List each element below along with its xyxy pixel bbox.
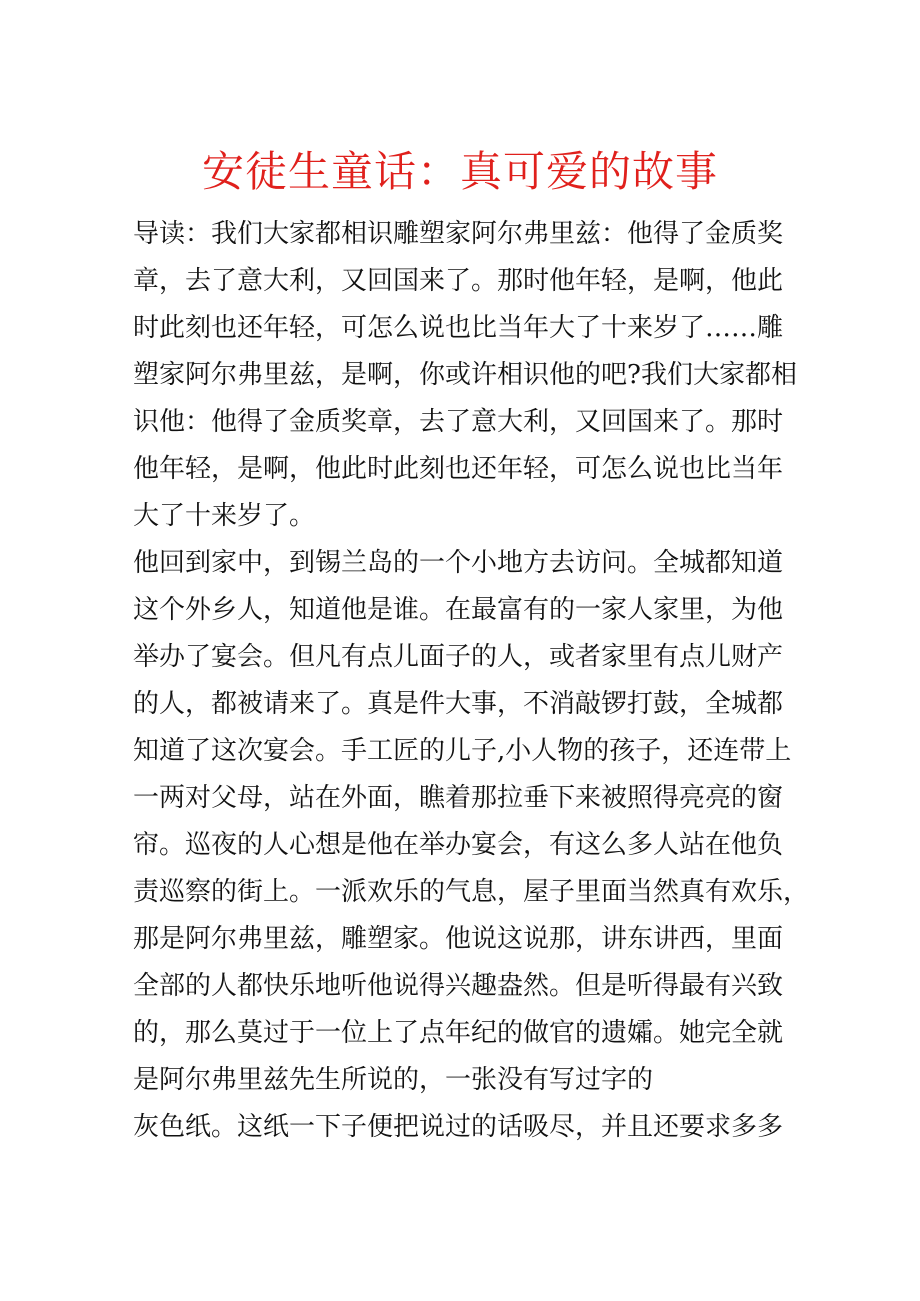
text-line: 这个外乡人，知道他是谁。在最富有的一家人家里，为他 bbox=[133, 595, 784, 625]
text-line: 那是阿尔弗里兹，雕塑家。他说这说那，讲东讲西，里面 bbox=[133, 924, 784, 954]
text-line: 识他：他得了金质奖章，去了意大利，又回国来了。那时 bbox=[133, 407, 784, 437]
text-line: 章，去了意大利，又回国来了。那时他年轻，是啊，他此 bbox=[133, 266, 784, 296]
document-body bbox=[133, 211, 810, 1151]
text-line: 他年轻，是啊，他此时此刻也还年轻，可怎么说也比当年 bbox=[133, 454, 784, 484]
text-line: 大了十来岁了。 bbox=[133, 501, 316, 531]
text-line: 灰色纸。这纸一下子便把说过的话吸尽，并且还要求多多 bbox=[133, 1112, 784, 1142]
document-title: 安徒生童话：真可爱的故事 bbox=[201, 147, 718, 196]
text-line: 他回到家中，到锡兰岛的一个小地方去访问。全城都知道 bbox=[133, 548, 784, 578]
text-line: 塑家阿尔弗里兹，是啊，你或许相识他的吧?我们大家都相 bbox=[133, 360, 797, 390]
text-line: 是阿尔弗里兹先生所说的，一张没有写过字的 bbox=[133, 1065, 654, 1095]
text-line: 的，那么莫过于一位上了点年纪的做官的遗孀。她完全就 bbox=[133, 1018, 784, 1048]
text-line: 一两对父母，站在外面，瞧着那拉垂下来被照得亮亮的窗 bbox=[133, 783, 784, 813]
text-line: 帘。巡夜的人心想是他在举办宴会，有这么多人站在他负 bbox=[133, 830, 784, 860]
text-line: 责巡察的街上。一派欢乐的气息，屋子里面当然真有欢乐， bbox=[133, 877, 810, 907]
text-line: 举办了宴会。但凡有点儿面子的人，或者家里有点儿财产 bbox=[133, 642, 784, 672]
text-line: 时此刻也还年轻，可怎么说也比当年大了十来岁了……雕 bbox=[133, 313, 784, 343]
text-line: 全部的人都快乐地听他说得兴趣盎然。但是听得最有兴致 bbox=[133, 971, 784, 1001]
text-line: 导读：我们大家都相识雕塑家阿尔弗里兹：他得了金质奖 bbox=[133, 219, 784, 249]
text-line: 的人，都被请来了。真是件大事，不消敲锣打鼓，全城都 bbox=[133, 689, 784, 719]
text-line: 知道了这次宴会。手工匠的儿子,小人物的孩子，还连带上 bbox=[133, 736, 792, 766]
